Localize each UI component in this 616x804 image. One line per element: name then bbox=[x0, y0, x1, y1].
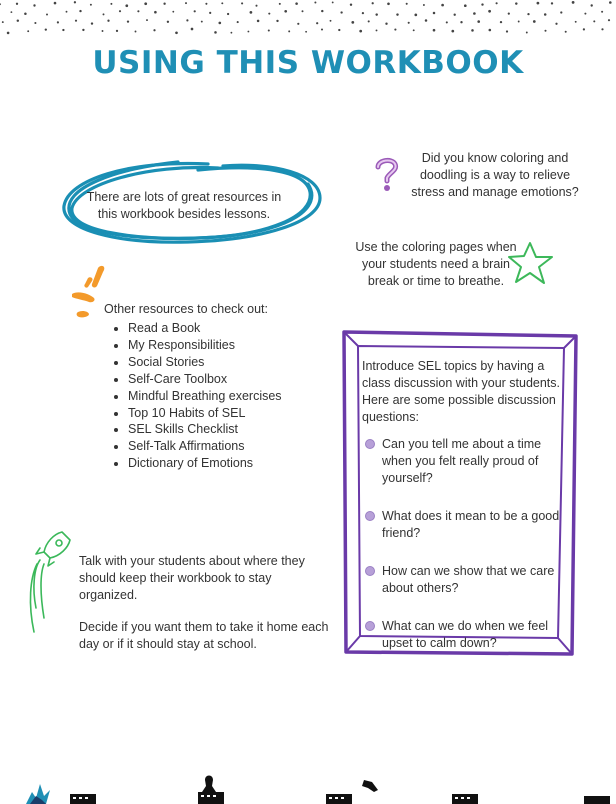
dot bbox=[241, 2, 243, 4]
dot bbox=[368, 20, 370, 22]
organization-paragraph: Decide if you want them to take it home each day or if it should stay at school. bbox=[79, 620, 329, 651]
dot bbox=[214, 31, 217, 34]
dot bbox=[330, 20, 332, 22]
organization-section bbox=[79, 553, 329, 668]
list-item bbox=[362, 508, 562, 542]
resources-list bbox=[104, 320, 334, 472]
dot bbox=[2, 21, 4, 23]
dot bbox=[575, 21, 577, 23]
dot bbox=[385, 22, 387, 24]
dot bbox=[565, 31, 567, 33]
dot bbox=[107, 20, 109, 22]
dot bbox=[194, 10, 196, 12]
dot bbox=[237, 21, 239, 23]
dot bbox=[119, 10, 121, 12]
dot bbox=[91, 22, 93, 24]
dot bbox=[288, 30, 290, 32]
dot bbox=[464, 4, 467, 7]
coloring-pages-text: Use the coloring pages when your students need a brain break or time to breathe. bbox=[355, 240, 517, 288]
dot bbox=[314, 1, 316, 3]
dot bbox=[135, 31, 137, 33]
dot bbox=[518, 21, 520, 23]
dot bbox=[284, 10, 287, 13]
list-item bbox=[362, 436, 562, 487]
bullet-icon bbox=[365, 566, 375, 576]
list-item: • Self-Care Toolbox bbox=[128, 371, 334, 388]
dot bbox=[218, 22, 221, 25]
dot bbox=[591, 4, 593, 6]
dot bbox=[340, 11, 342, 13]
resources-heading: Other resources to check out: bbox=[104, 302, 268, 316]
dot bbox=[16, 3, 18, 5]
dot bbox=[423, 4, 425, 6]
dot bbox=[110, 3, 112, 5]
dot bbox=[175, 31, 178, 34]
dot bbox=[54, 2, 57, 5]
question-text: Can you tell me about a time when you felt really proud of yourself? bbox=[382, 437, 542, 485]
dot bbox=[584, 13, 586, 15]
dot bbox=[551, 2, 553, 4]
dot bbox=[191, 28, 194, 31]
dot bbox=[544, 13, 547, 16]
star-doodle-icon bbox=[506, 240, 556, 286]
dot bbox=[526, 32, 528, 34]
dot bbox=[414, 14, 417, 17]
dot bbox=[153, 29, 155, 31]
dot bbox=[488, 10, 491, 13]
dot bbox=[394, 29, 396, 31]
question-text: How can we show that we care about others? bbox=[382, 564, 555, 595]
dot bbox=[255, 5, 257, 7]
dot bbox=[268, 29, 270, 31]
list-item: • My Responsibilities bbox=[128, 337, 334, 354]
list-item: • Self-Talk Affirmations bbox=[128, 438, 334, 455]
dot bbox=[82, 29, 84, 31]
dot bbox=[0, 3, 1, 5]
dot bbox=[555, 23, 557, 25]
dot bbox=[332, 1, 334, 3]
dot bbox=[27, 30, 29, 32]
dot bbox=[137, 10, 139, 12]
dot bbox=[295, 2, 298, 5]
dot bbox=[276, 20, 278, 22]
bullet-icon bbox=[365, 511, 375, 521]
dot bbox=[408, 22, 410, 24]
dot bbox=[125, 4, 128, 7]
dot bbox=[372, 2, 374, 4]
dot bbox=[593, 20, 595, 22]
dot bbox=[321, 10, 323, 12]
superhero-city-icons bbox=[0, 770, 616, 804]
discussion-questions bbox=[362, 436, 562, 652]
question-text: What does it mean to be a good friend? bbox=[382, 509, 560, 540]
dot bbox=[609, 1, 612, 4]
dot bbox=[350, 3, 352, 5]
dot bbox=[297, 23, 299, 25]
dot bbox=[460, 21, 462, 23]
bullet-icon bbox=[365, 621, 375, 631]
dot bbox=[57, 21, 59, 23]
list-item: • Read a Book bbox=[128, 320, 334, 337]
dot bbox=[75, 20, 77, 22]
dot bbox=[560, 11, 562, 13]
dot bbox=[66, 11, 68, 13]
dot bbox=[302, 10, 304, 12]
dot bbox=[321, 28, 323, 30]
dot bbox=[257, 20, 260, 23]
dot bbox=[227, 13, 229, 15]
dot bbox=[268, 13, 270, 15]
dot bbox=[433, 29, 436, 32]
list-item: • Mindful Breathing exercises bbox=[128, 388, 334, 405]
list-item bbox=[362, 563, 562, 597]
oval-callout-text: There are lots of great resources in this workbook besides lessons. bbox=[86, 190, 282, 221]
dot bbox=[496, 2, 498, 4]
list-item: • Dictionary of Emotions bbox=[128, 455, 334, 472]
dot bbox=[10, 11, 12, 13]
question-mark-icon bbox=[372, 157, 402, 193]
question-text: What can we do when we feel upset to calm down? bbox=[382, 619, 549, 650]
dot bbox=[351, 21, 354, 24]
dot bbox=[46, 13, 48, 15]
dot bbox=[90, 4, 92, 6]
dot bbox=[359, 30, 362, 33]
dot bbox=[146, 19, 148, 21]
dot bbox=[537, 2, 540, 5]
dot bbox=[451, 30, 454, 33]
dot bbox=[413, 29, 415, 31]
dot bbox=[116, 30, 118, 32]
organization-paragraph: Talk with your students about where they should keep their workbook to stay organized. bbox=[79, 554, 305, 602]
list-item: • Top 10 Habits of SEL bbox=[128, 405, 334, 422]
rocket-icon bbox=[26, 528, 74, 636]
dot bbox=[154, 11, 157, 14]
dot bbox=[396, 13, 398, 15]
dot bbox=[441, 4, 444, 7]
dot bbox=[7, 32, 10, 35]
dot bbox=[247, 31, 249, 33]
dot bbox=[544, 30, 546, 32]
list-item: • Social Stories bbox=[128, 354, 334, 371]
dot bbox=[376, 29, 378, 31]
dot bbox=[102, 30, 104, 32]
dot bbox=[527, 13, 529, 15]
dot bbox=[201, 21, 203, 23]
dot bbox=[500, 21, 502, 23]
resources-section bbox=[104, 301, 334, 472]
dot bbox=[533, 20, 536, 23]
dot bbox=[338, 29, 340, 31]
dot bbox=[62, 29, 64, 31]
dot bbox=[506, 30, 508, 32]
dot bbox=[601, 11, 603, 13]
dot bbox=[446, 21, 448, 23]
dot bbox=[477, 20, 480, 23]
dot bbox=[608, 19, 610, 21]
discussion-box bbox=[362, 358, 562, 673]
dot bbox=[305, 31, 307, 33]
list-item bbox=[362, 618, 562, 652]
dot bbox=[279, 3, 281, 5]
dot bbox=[515, 2, 517, 4]
dot bbox=[221, 2, 223, 4]
dot bbox=[375, 13, 377, 15]
dot bbox=[583, 28, 585, 30]
dot bbox=[45, 28, 47, 30]
dot bbox=[454, 14, 456, 16]
dot bbox=[572, 1, 575, 4]
dot bbox=[127, 20, 129, 22]
dot bbox=[209, 12, 211, 14]
dot bbox=[79, 10, 81, 12]
dot bbox=[601, 28, 603, 30]
dot bbox=[24, 13, 27, 16]
dot bbox=[167, 21, 169, 23]
discussion-intro: Introduce SEL topics by having a class discussion with your students. Here are some possible discussion questions: bbox=[362, 359, 561, 424]
dot bbox=[489, 29, 492, 32]
dot bbox=[205, 3, 207, 5]
dot bbox=[34, 22, 36, 24]
dot bbox=[316, 22, 318, 24]
bullet-icon bbox=[365, 439, 375, 449]
dot bbox=[433, 12, 436, 15]
dot bbox=[144, 2, 147, 5]
coloring-fact-text: Did you know coloring and doodling is a way to relieve stress and manage emotions? bbox=[411, 151, 579, 199]
dot bbox=[471, 29, 474, 32]
dot bbox=[33, 4, 35, 6]
dot bbox=[185, 2, 187, 4]
dot bbox=[74, 1, 76, 3]
dot bbox=[163, 3, 165, 5]
dot bbox=[425, 19, 428, 22]
dot bbox=[17, 19, 19, 21]
dot bbox=[172, 11, 174, 13]
dot bbox=[473, 12, 476, 15]
dot bbox=[362, 12, 364, 14]
dot bbox=[406, 3, 408, 5]
dot bbox=[481, 3, 483, 5]
dot bbox=[103, 13, 105, 15]
dot bbox=[186, 19, 188, 21]
dotted-header-pattern bbox=[0, 0, 616, 40]
list-item: • SEL Skills Checklist bbox=[128, 421, 334, 438]
page-title: USING THIS WORKBOOK bbox=[92, 45, 524, 81]
dot bbox=[387, 2, 390, 5]
dot bbox=[250, 11, 253, 14]
dot bbox=[230, 32, 232, 34]
dot bbox=[508, 13, 510, 15]
